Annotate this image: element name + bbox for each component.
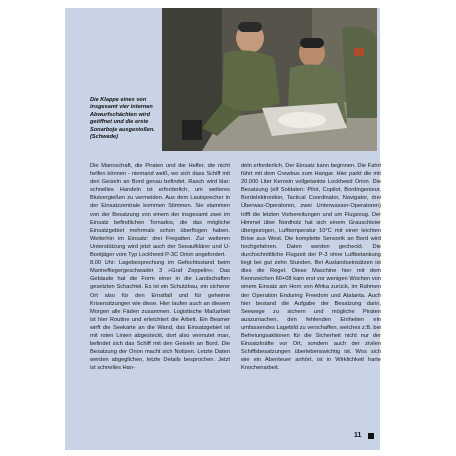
crew-photo-illustration: [162, 8, 377, 151]
photo-caption: Die Klappe eines von insgesamt vier internen Abwurfschächten wird geöffnet und die erste Sonarboje ausgestoßen. (Schwede): [90, 97, 155, 141]
body-paragraph: deln erforderlich. Der Einsatz kann beginnen. Die Fahrt führt mit dem Crewbus zum Hangar. Hier parkt die mit 20.000 Liter Kerosin vollgetankte Lockheed Orion. Die Besatzung (elf Soldaten: Pilot, Copilot, Bordingenieur, Bordelektroniker, Tactical Coordinator, Navigator, drei Überwas-Operatoren, zwei Unterwasser-Operatoren) trifft die letzten Vorbereitungen und um Flugzeug. Der Himmel über Nordholz hat sich einem Grauschleier übergezogen, Lufttemperatur 10°C mit einer leichten Brise aus West. Die komplette Sensorik an Bord wird hochgefahren. Daten werden gecheckt. Die durchschnittliche Flugzeit der P-3 ohne Luftbetankung liegt bei gut zehn Stunden. Bei Auslandseinsätzen ist dies die Regel. Diese Maschine hier mit dem Kennzeichen 60+08 kam erst vor wenigen Wochen von einem Einsatz am Horn von Afrika zurück, im Rahmen der Operation Enduring Freedom und Atalanta. Auch hier bestand die Aufgabe der Besatzung darin, Seewege zu sichern und mögliche Piraten auszumachen, den fehlenden Einheiten ein umfassendes Lagebild zu verschaffen, welches z.B. bei Befreiungsaktionen für die Sicherheit nicht nur der Einsatzkräfte vor Ort, sondern auch der zivilen Schiffsbesatzungen überlebenswichtig ist. Wos sich wie ein Abenteuer anhört, ist in Wirklichkeit harte Knochenarbeit.: [241, 163, 381, 372]
article-column-left: [90, 162, 230, 372]
page-number: 11: [354, 432, 362, 439]
page-marker-square: [368, 433, 374, 439]
body-paragraph: 8.00 Uhr: Lagebesprechung im Gefechtsstand beim Marinefliegergeschwader 3 »Graf Zeppelin«. Das Gebäude hat die Form einer in die Landschaften gesetzten Schachtel. Es ist ein Schutzbau, ein sicherer Ort also für den Ernstfall und für geheime Krisensitzungen wie diese. Hier laufen auch an diesem Morgen alle Fäden zusammen. Logistische Maßarbeit ist hier Routine und erleichtert die Arbeit. Ein Beamer wirft die Seekarte an die Wand, das Einsatzgebiet ist mit roten Linien abgesteckt, dort also vermutet man, befindet sich das Schiff mit den Geiseln an Bord. Die Besatzung der Orion macht sich Notizen. Letzte Daten werden abgeglichen, letzte Details besprochen. Jetzt ist schnelles Han-: [90, 260, 230, 372]
article-column-right: [241, 162, 381, 372]
body-paragraph: Die Mannschaft, die Piraten und die Helfer, die nicht helfen können - niemand weiß, wo sich dass Schiff mit den Geiseln an Bord genau befindet. Rasch wird klar: schnelles Handeln ist erforderlich, um weiteres Blutvergießen zu vermeiden. Aus dem Lautsprecher in der Einsatzzentrale kommen Stimmen. Sie stammen von der Besatzung von einem der insgesamt zwei im Einsatz befindlichen Tornados, die das mögliche Einsatzgebiet mehrmals schon überflogen haben. Weiterhin im Einsatz: drei Fregatten. Zur weiteren Unterstützung wird jetzt auch der Seeaufklärer und U-Bootjäger vom Typ Lockheed P-3C Orion angefordert.: [90, 163, 230, 259]
crew-photo: [162, 8, 377, 151]
